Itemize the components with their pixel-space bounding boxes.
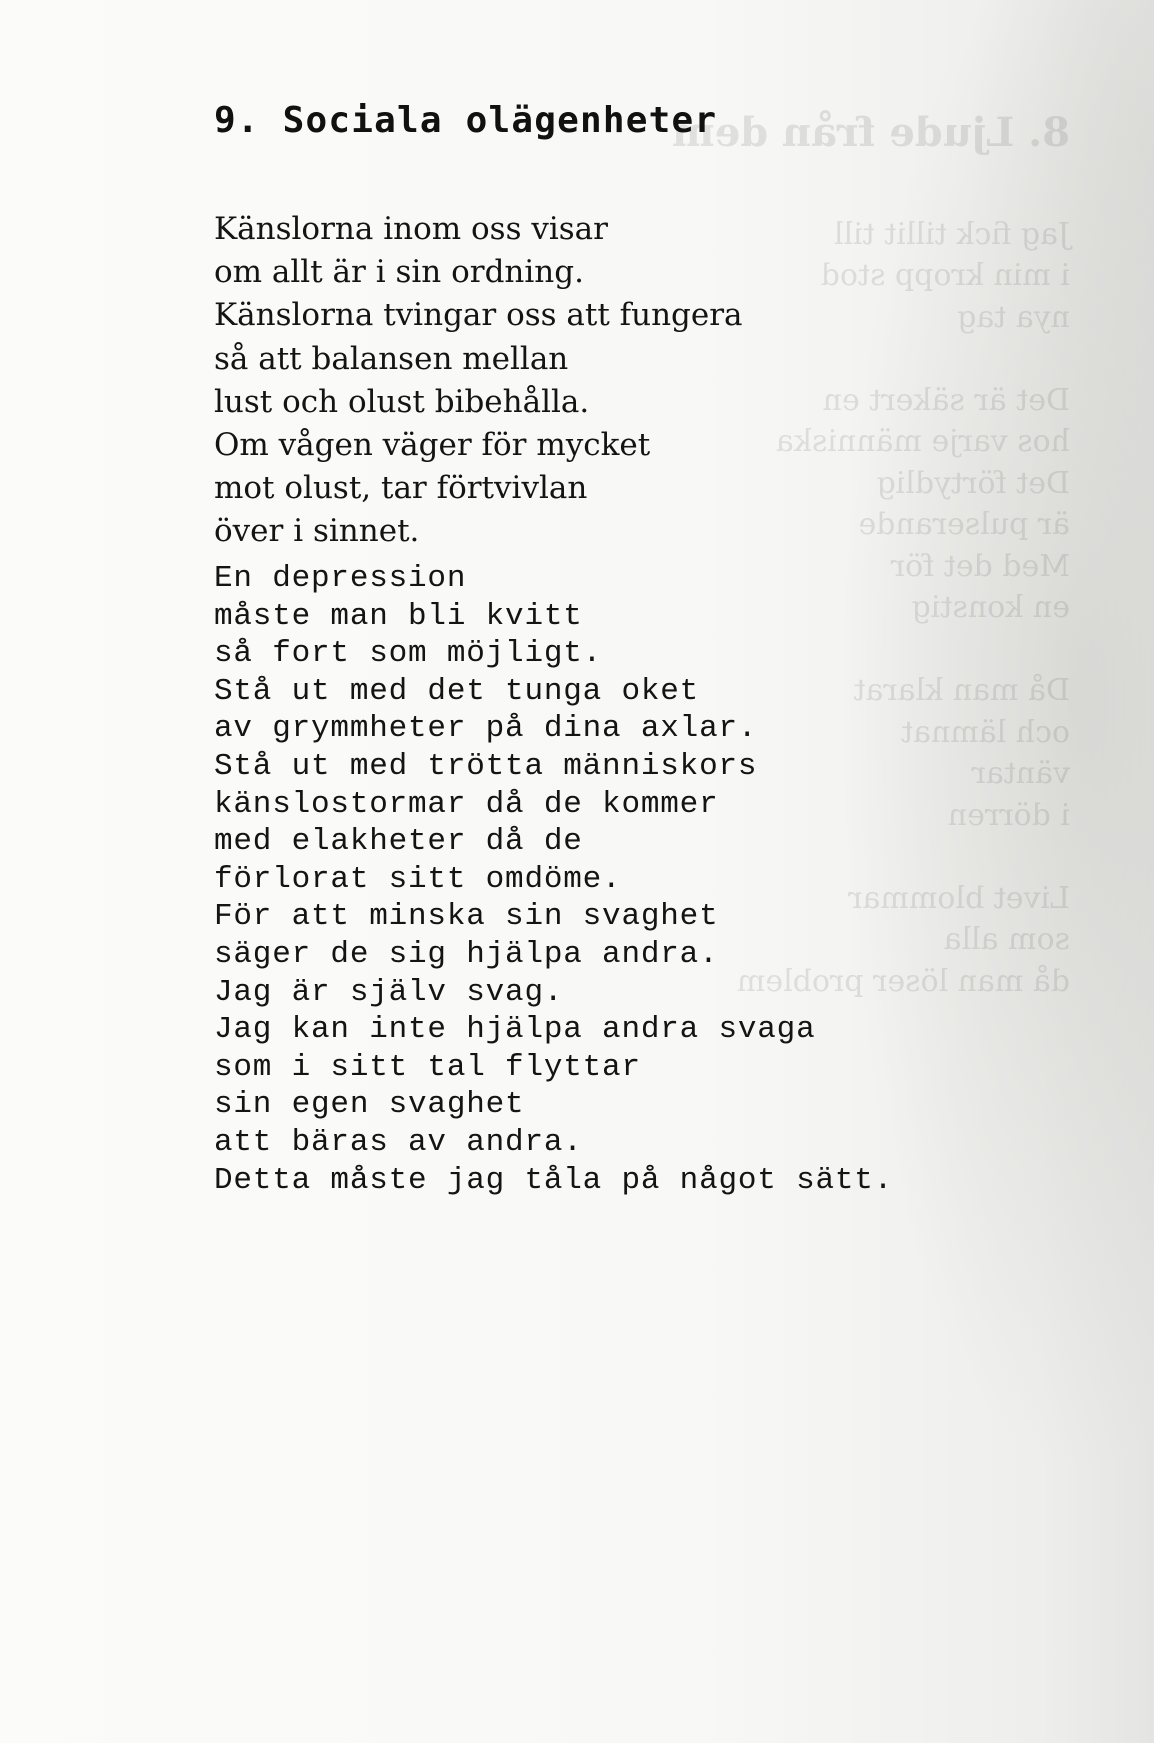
bleed-through-reverse-page: 8. Ljude från dem Jag fick tillit till i min kropp stod nya tag Det är säkert en hos varje människa Det förtydlig är pulserande Med det för en konstig Då man klarat och lämnat väntar i dörren Livet blommar som alla då man löser problem (672, 109, 1070, 999)
poem-line: med elakheter då de (214, 824, 583, 860)
poem-line: förlorat sitt omdöme. (214, 861, 622, 897)
poem-line: Känslorna inom oss visar (214, 211, 608, 247)
poem-line: känslostormar då de kommer (214, 786, 719, 822)
poem-line: så fort som möjligt. (214, 636, 603, 672)
poem-line: mot olust, tar förtvivlan (214, 470, 588, 507)
poem-line: Om vågen väger för mycket (214, 427, 651, 464)
poem-line: Detta måste jag tåla på något sätt. (214, 1162, 894, 1198)
poem-line: måste man bli kvitt (214, 598, 583, 634)
poem-line: lust och olust bibehålla. (214, 383, 590, 420)
poem-line: sin egen svaghet (214, 1087, 525, 1123)
poem-line: över i sinnet. (214, 513, 420, 550)
poem-line: En depression (214, 561, 467, 596)
poem-line: säger de sig hjälpa andra. (214, 936, 719, 972)
poem-line: Stå ut med trötta människors (214, 748, 758, 784)
poem-line: Stå ut med det tunga oket (214, 673, 700, 709)
poem-line: att bäras av andra. (214, 1124, 583, 1160)
poem-line: om allt är i sin ordning. (214, 254, 584, 291)
poem-line: av grymmheter på dina axlar. (214, 711, 758, 747)
poem-line: För att minska sin svaghet (214, 899, 719, 935)
poem-line: Jag är själv svag. (214, 974, 564, 1010)
poem-typewriter-stanza (214, 560, 893, 1199)
page-title: 9. Sociala olägenheter (214, 100, 718, 141)
poem-line: Känslorna tvingar oss att fungera (214, 297, 743, 334)
poem-line: så att balansen mellan (214, 340, 569, 377)
poem-serif-stanza (214, 208, 743, 554)
poem-line: Jag kan inte hjälpa andra svaga (214, 1012, 816, 1048)
poem-line: som i sitt tal flyttar (214, 1049, 641, 1085)
